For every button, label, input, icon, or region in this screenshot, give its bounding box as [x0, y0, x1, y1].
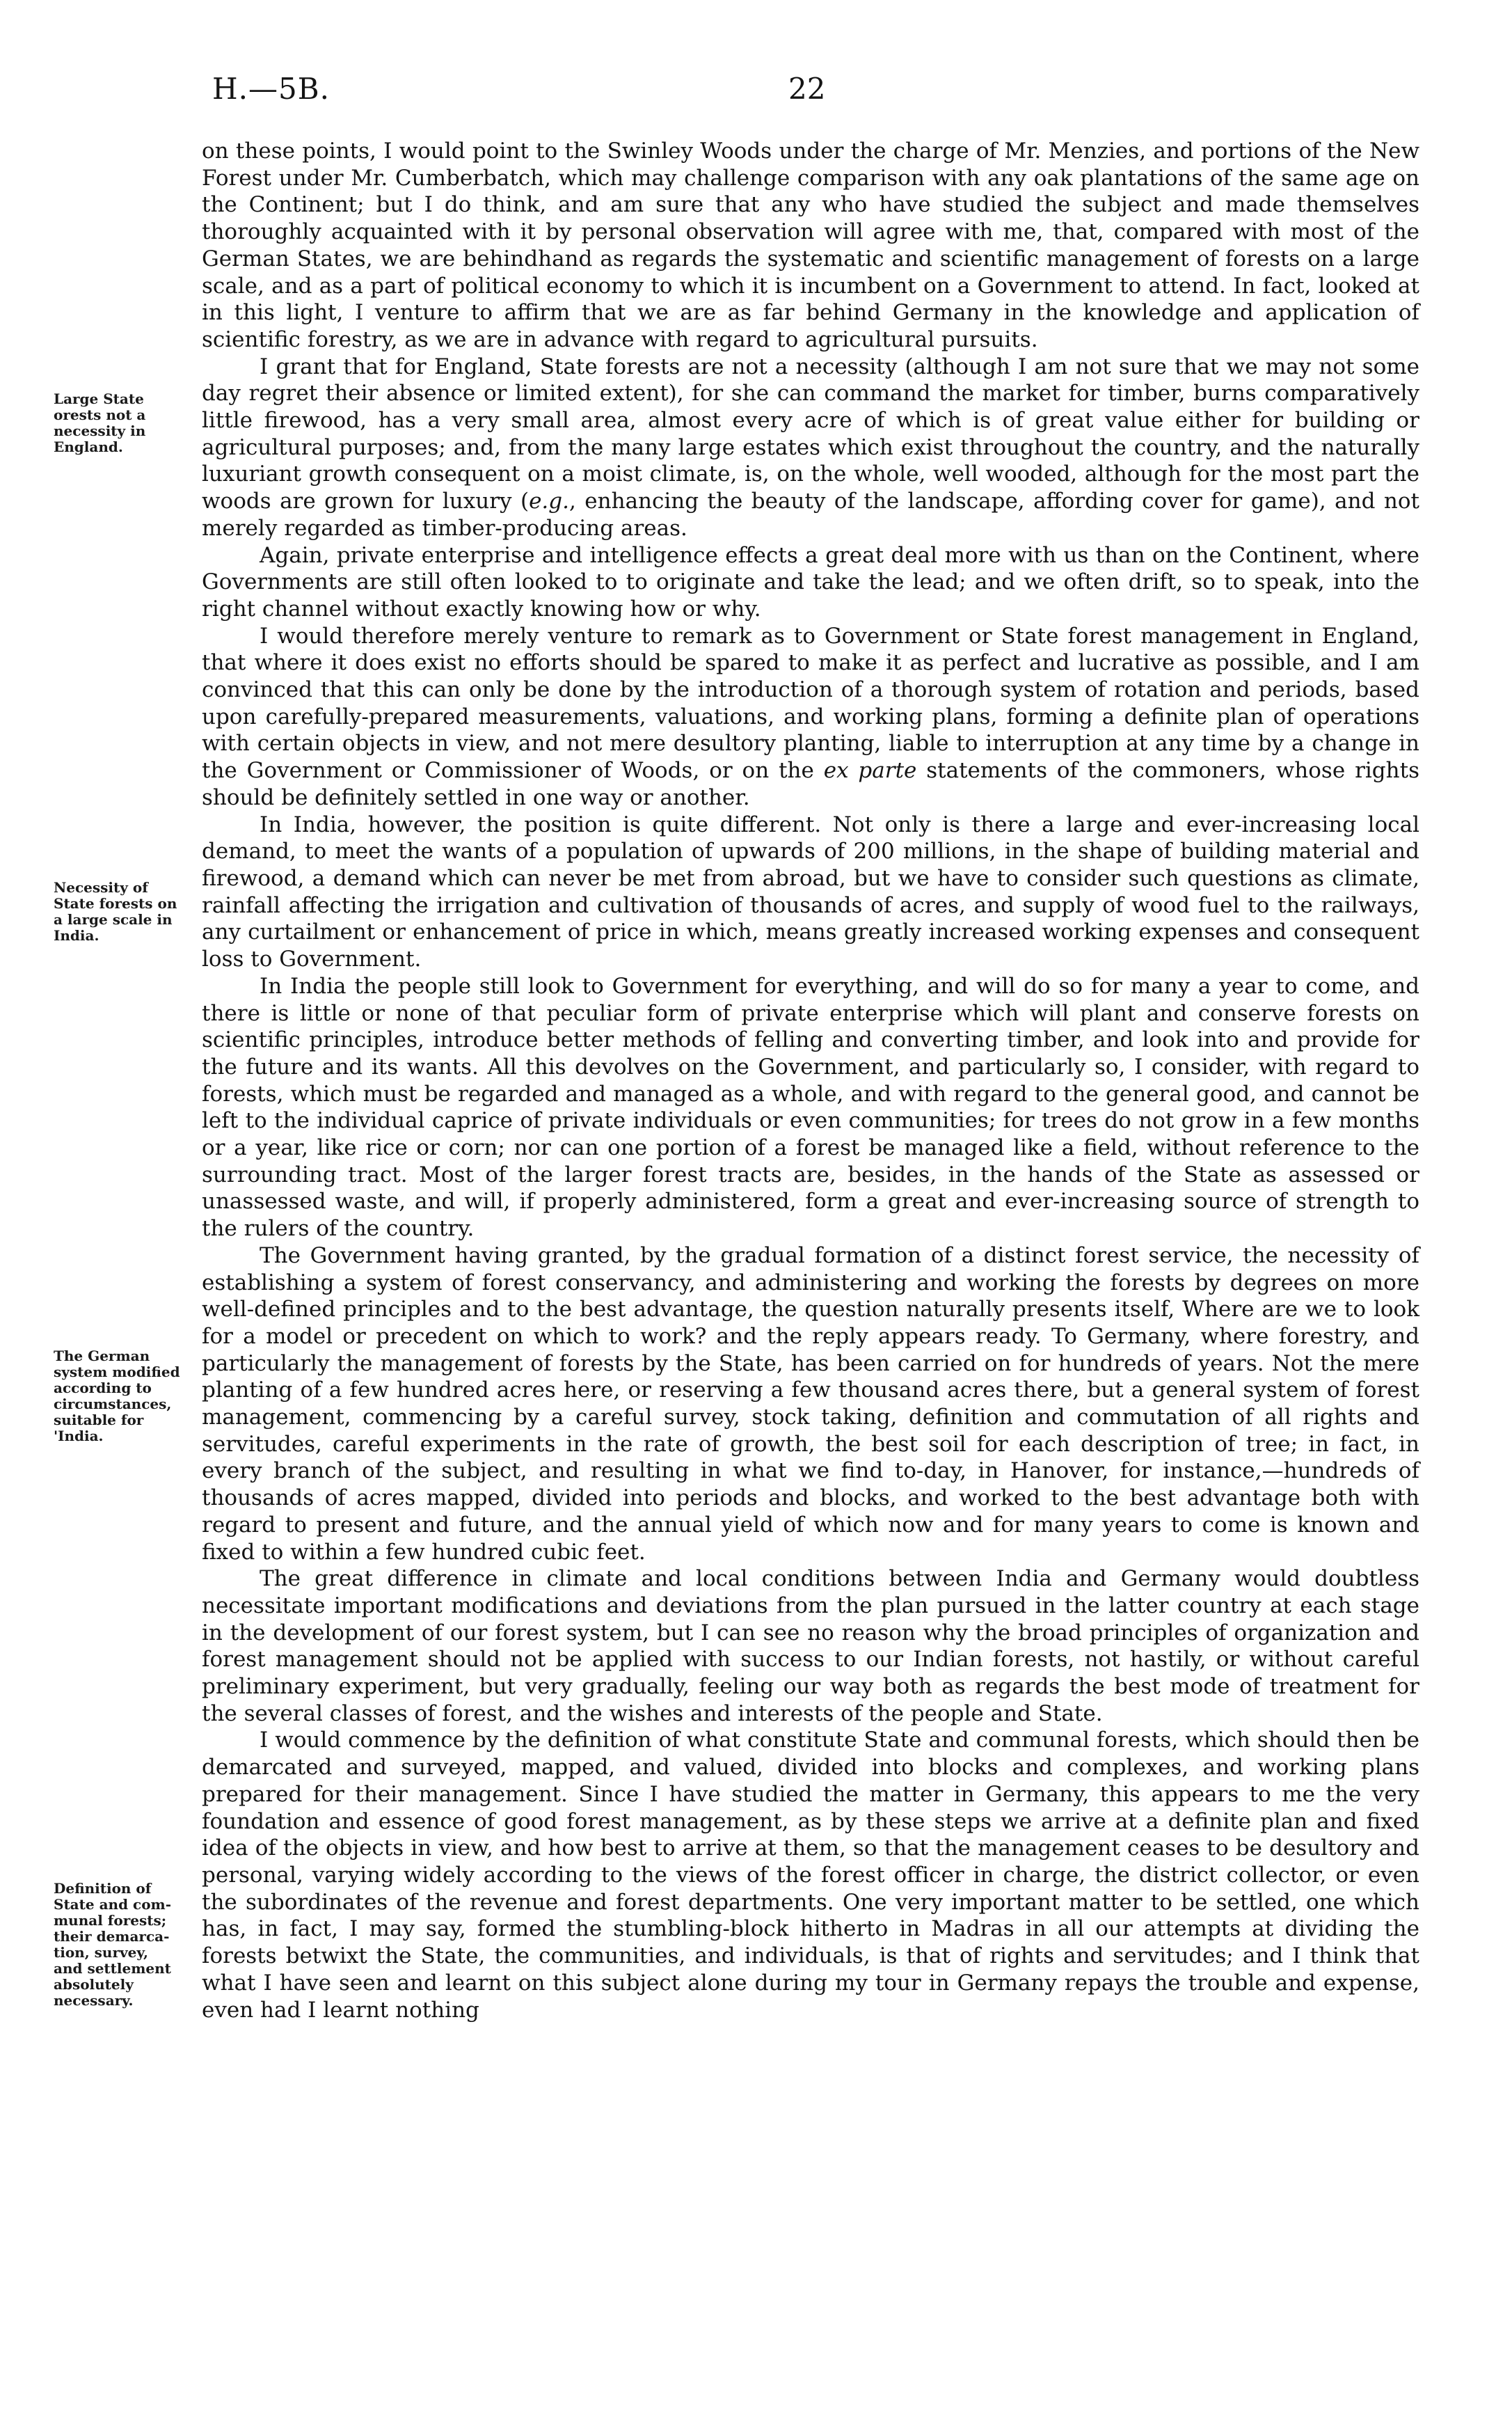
paragraph: on these points, I would point to the Swinley Woods under the charge of Mr. Menzies, and portions of the New Forest under Mr. Cumberbatch, which may challenge comparison with any oak plantations of the same age on the Continent; but I do think, and am sure that any who have studied the subject and made themselves thoroughly acquainted with it by personal observation will agree with me, that, compared with most of the German States, we are behindhand as regards the systematic and scientific management of forests on a large scale, and as a part of political economy to which it is incumbent on a Government to attend. In fact, looked at in this light, I venture to affirm that we are as far behind Germany in the knowledge and application of scientific forestry, as we are in advance with regard to agricultural pursuits.	[202, 139, 1419, 352]
paragraph: In India the people still look to Government for everything, and will do so for many a year to come, and there is little or none of that peculiar form of private enterprise which will plant and conserve forests on scientific principles, introduce better methods of felling and converting timber, and look into and provide for the future and its wants. All this devolves on the Government, and particularly so, I consider, with regard to forests, which must be regarded and managed as a whole, and with regard to the general good, and cannot be left to the individual caprice of private individuals or even communities; for trees do not grow in a few months or a year, like rice or corn; nor can one portion of a forest be managed like a field, without reference to the surrounding tract. Most of the larger forest tracts are, besides, in the hands of the State as assessed or unassessed waste, and will, if properly administered, form a great and ever-increasing source of strength to the rulers of the country.	[202, 973, 1419, 1242]
paragraph: I grant that for England, State forests are not a necessity (although I am not sure that we may not some day regret their absence or limited extent), for she can command the market for timber, burns comparatively little firewood, has a very small area, almost every acre of which is of great value either for building or agricultural purposes; and, from the many large estates which exist throughout the country, and the naturally luxuriant growth consequent on a moist climate, is, on the whole, well wooded, although for the most part the woods are grown for luxury (e.g., enhancing the beauty of the landscape, affording cover for game), and not merely regarded as timber-producing areas.	[202, 354, 1419, 541]
paragraph: The great difference in climate and local conditions between India and Germany would doubtless necessitate important modifications and deviations from the plan pursued in the latter country at each stage in the development of our forest system, but I can see no reason why the broad principles of organization and forest management should not be applied with success to our Indian forests, not hastily, or without careful preliminary experiment, but very gradually, feeling our way both as regards the best mode of treatment for the several classes of forest, and the wishes and interests of the people and State.	[202, 1566, 1419, 1726]
paragraph: I would commence by the definition of what constitute State and communal forests, which should then be demarcated and surveyed, mapped, and valued, divided into blocks and complexes, and working plans prepared for their management. Since I have studied the matter in Germany, this appears to me the very foundation and essence of good forest management, as by these steps we arrive at a definite plan and fixed idea of the objects in view, and how best to arrive at them, so that the management ceases to be desultory and personal, varying widely according to the views of the forest officer in charge, the district collector, or even the subordinates of the revenue and forest departments. One very important matter to be settled, one which has, in fact, I may say, formed the stumbling-block hitherto in Madras in all our attempts at dividing the forests betwixt the State, the communities, and individuals, is that of rights and servitudes; and I think that what I have seen and learnt on this subject alone during my tour in Germany repays the trouble and expense, even had I learnt nothing	[202, 1728, 1419, 2023]
margin-note: Large State orests not a necessity in England.	[54, 390, 146, 455]
body-text	[202, 138, 1419, 2023]
margin-note: Necessity of State forests on a large scale in India.	[54, 879, 177, 944]
paragraph: The Government having granted, by the gradual formation of a distinct forest service, the necessity of establishing a system of forest conservancy, and administering and working the forests by degrees on more well-defined principles and to the best advantage, the question naturally presents itself, Where are we to look for a model or precedent on which to work? and the reply appears ready. To Germany, where forestry, and particularly the management of forests by the State, has been carried on for hundreds of years. Not the mere planting of a few hundred acres here, or reserving a few thousand acres there, but a general system of forest management, commencing by a careful survey, stock taking, definition and commutation of all rights and servitudes, careful experiments in the rate of growth, the best soil for each description of tree; in fact, in every branch of the subject, and resulting in what we find to-day, in Hanover, for instance,—hundreds of thousands of acres mapped, divided into periods and blocks, and worked to the best advantage both with regard to present and future, and the annual yield of which now and for many years to come is known and fixed to within a few hundred cubic feet.	[202, 1242, 1419, 1565]
paragraph: I would therefore merely venture to remark as to Government or State forest management in England, that where it does exist no efforts should be spared to make it as perfect and lucrative as possible, and I am convinced that this can only be done by the introduction of a thorough system of rotation and periods, based upon carefully-prepared measurements, valuations, and working plans, forming a definite plan of operations with certain objects in view, and not mere desultory planting, liable to interruption at any time by a change in the Government or Commissioner of Woods, or on the ex parte statements of the commoners, whose rights should be definitely settled in one way or another.	[202, 623, 1419, 810]
margin-note: Definition of State and com- munal forests; their demarca- tion, survey, and settlement absolutely necessary.	[54, 1880, 171, 2009]
margin-note: The German system modified according to circumstances, suitable for 'India.	[54, 1348, 180, 1444]
paragraph: Again, private enterprise and intelligence effects a great deal more with us than on the Continent, where Governments are still often looked to to originate and take the lead; and we often drift, so to speak, into the right channel without exactly knowing how or why.	[202, 542, 1419, 622]
document-reference: H.—5B.	[212, 72, 330, 106]
paragraph: In India, however, the position is quite different. Not only is there a large and ever-increasing local demand, to meet the wants of a population of upwards of 200 millions, in the shape of building material and firewood, a demand which can never be met from abroad, but we have to consider such questions as climate, rainfall affecting the irrigation and cultivation of thousands of acres, and supply of wood fuel to the railways, any curtailment or enhancement of price in which, means greatly increased working expenses and consequent loss to Government.	[202, 812, 1419, 972]
page-number: 22	[788, 72, 826, 106]
